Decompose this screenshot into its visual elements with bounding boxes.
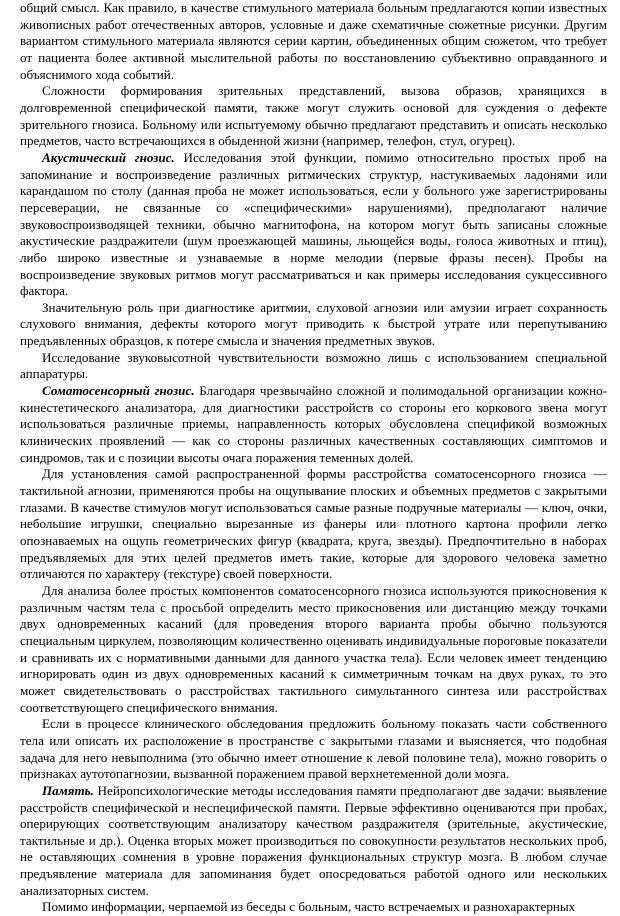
paragraph-somatosensory-gnosis [20,383,607,466]
paragraph-8-text: Для анализа более простых компонентов соматосенсорного гнозиса используются прикосновения к различным частям тела с просьбой определить место прикосновения или дистанцию между точками двух одновременных касаний (для проведения второго варианта пробы обычно пользуются специальным циркулем, позволяющим количественно оценивать индивидуальные пороговые показатели и сравнивать их с нормативными данными для данного участка тела). Если человек имеет тенденцию игнорировать один из двух одновременных касаний к симметричным точкам на двух руках, то это может свидетельствовать о расстройствах тактильного симультанного синтеза или расстройствах соответствующего специфического внимания. [20,582,607,715]
paragraph-3-text: Исследования этой функции, помимо относительно простых проб на запоминание и воспроизведение различных ритмических структур, настукиваемых ладонями или карандашом по столу (данная проба не может использоваться, если у больного уже зарегистрированы персеверации, не связанные со «специфическими» нарушениями), предполагают наличие звуковоспроизводящей техники, обычно магнитофона, на котором могут быть записаны сложные акустические раздражители (шум проезжающей машины, льющейся воды, голоса животных и птиц), либо широко известные и узнаваемые в норме мелодии (первые фразы песен). Пробы на воспроизведение звуковых ритмов могут рассматриваться и как примеры исследования сукцессивного фактора. [20,149,607,299]
paragraph-5 [20,350,607,383]
paragraph-4 [20,300,607,350]
paragraph-5-text: Исследование звуковысотной чувствительности возможно лишь с использованием специальной аппаратуры. [20,349,607,382]
paragraph-11-text: Помимо информации, черпаемой из беседы с больным, часто встречаемых и разнохарактерных [42,899,576,915]
paragraph-1 [20,0,607,83]
heading-somatosensory-gnosis: Соматосенсорный гнозис. [42,383,195,399]
paragraph-9-text: Если в процессе клинического обследования предложить больному показать части собственного тела или описать их расположение в пространстве с закрытыми глазами и выясняется, что подобная задача для него невыполнима (это обычно имеет отношение к левой половине тела), можно говорить о признаках аутотопагнозии, вызванной поражением правой верхнетеменной доли мозга. [20,716,607,782]
paragraph-2 [20,83,607,150]
paragraph-1-text: общий смысл. Как правило, в качестве стимульного материала больным предлагаются копии известных живописных работ отечественных авторов, условные и даже схематичные сюжетные рисунки. Другим вариантом стимульного материала являются серии картин, объединенных общим сюжетом, что требует от пациента более активной мыслительной работы по восстановлению субъективно оправданного и объяснимого хода событий. [20,0,607,82]
heading-memory: Память. [42,782,94,798]
paragraph-acoustic-gnosis [20,150,607,300]
paragraph-8 [20,583,607,716]
paragraph-7-text: Для установления самой распространенной формы расстройства соматосенсорного гнозиса — тактильной агнозии, применяются пробы на ощупывание плоских и объемных предметов с закрытыми глазами. В качестве стимулов могут использоваться самые разные подручные материалы — ключ, очки, небольшие игрушки, специально вырезанные из фанеры или плотного картона профили легко опознаваемых на ощупь геометрических фигур (квадрата, круга, звезды). Предпочтительно в наборах предъявляемых для этих целей предметов иметь такие, которые для здорового человека заметно отличаются по характеру (текстуре) своей поверхности. [20,466,607,582]
paragraph-4-text: Значительную роль при диагностике аритмии, слуховой агнозии или амузии играет сохранность слухового внимания, дефекты которого могут приводить к быстрой утрате или перепутыванию предъявленных образцов, к потере смысла и значения предметных звуков. [20,299,607,349]
paragraph-7 [20,466,607,583]
paragraph-9 [20,716,607,783]
heading-acoustic-gnosis: Акустический гнозис. [42,149,175,165]
paragraph-11 [20,899,607,916]
paragraph-memory [20,783,607,900]
paragraph-10-text: Нейропсихологические методы исследования памяти предполагают две задачи: выявление расстройств специфической и неспецифической памяти. Первые эффективно оцениваются при пробах, оперирующих соответствующим анализатору качеством раздражителя (зрительные, акустические, тактильные и др.). Оценка вторых может производиться по совокупности результатов нескольких проб, не оставляющих сомнения в уровне поражения функциональных структур мозга. В любом случае предъявление материала для запоминания будет опосредоваться работой одного или нескольких анализаторных систем. [20,782,607,898]
paragraph-2-text: Сложности формирования зрительных представлений, вызова образов, хранящихся в долговременной специфической памяти, также могут служить основой для суждения о дефекте зрительного гнозиса. Больному или испытуемому обычно предлагают представить и описать несколько предметов, часто встречающихся в обыденной жизни (например, телефон, стул, огурец). [20,83,607,149]
paragraph-6-text: Благодаря чрезвычайно сложной и полимодальной организации кожно-кинестетического анализатора, для диагностики расстройств со стороны его коркового звена могут использоваться различные приемы, направленность которых обусловлена спецификой возможных клинических проявлений — как со стороны различных качественных составляющих симптомов и синдромов, так и с позиции высоты очага поражения теменных долей. [20,383,608,465]
